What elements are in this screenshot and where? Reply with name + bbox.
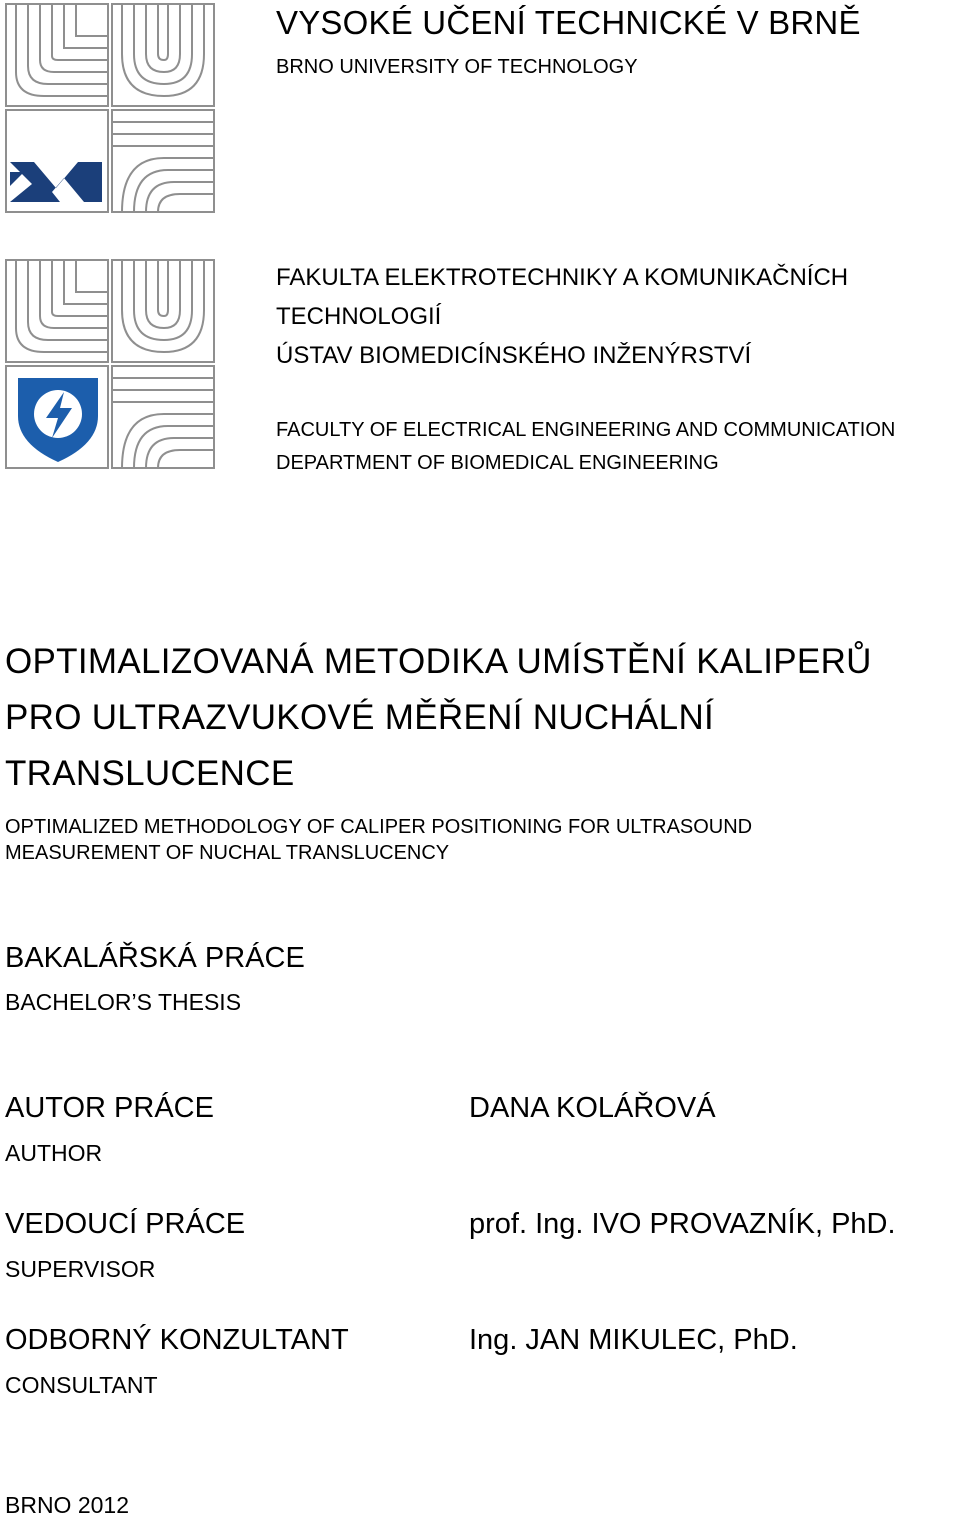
thesis-title-en <box>5 814 752 866</box>
vut-logo-icon <box>4 2 216 214</box>
department-line: DEPARTMENT OF BIOMEDICAL ENGINEERING <box>276 452 719 474</box>
consultant-role-cz: ODBORNÝ KONZULTANT <box>5 1324 349 1356</box>
faculty-line: TECHNOLOGIÍ <box>276 303 442 330</box>
title-line: OPTIMALIZOVANÁ METODIKA UMÍSTĚNÍ KALIPERŮ <box>5 642 872 681</box>
consultant-role-en: CONSULTANT <box>5 1372 158 1398</box>
title-line: PRO ULTRAZVUKOVÉ MĚŘENÍ NUCHÁLNÍ <box>5 698 715 737</box>
university-name-cz: VYSOKÉ UČENÍ TECHNICKÉ V BRNĚ <box>276 4 861 41</box>
place-year: BRNO 2012 <box>5 1492 130 1518</box>
faculty-block-en <box>276 414 895 480</box>
supervisor-name: prof. Ing. IVO PROVAZNÍK, PhD. <box>469 1208 896 1240</box>
thesis-title-cz <box>5 634 872 802</box>
consultant-name: Ing. JAN MIKULEC, PhD. <box>469 1324 798 1356</box>
title-line: TRANSLUCENCE <box>5 754 295 793</box>
feec-logo-icon <box>4 258 216 470</box>
author-name: DANA KOLÁŘOVÁ <box>469 1092 716 1124</box>
faculty-line: FAKULTA ELEKTROTECHNIKY A KOMUNIKAČNÍCH <box>276 264 849 291</box>
title-line: OPTIMALIZED METHODOLOGY OF CALIPER POSITIONING FOR ULTRASOUND <box>5 816 753 838</box>
faculty-block-cz <box>276 258 848 375</box>
author-role-en: AUTHOR <box>5 1140 103 1166</box>
title-line: MEASUREMENT OF NUCHAL TRANSLUCENCY <box>5 842 450 864</box>
thesis-type-en: BACHELOR’S THESIS <box>5 989 242 1015</box>
supervisor-role-cz: VEDOUCÍ PRÁCE <box>5 1208 246 1240</box>
faculty-line: FACULTY OF ELECTRICAL ENGINEERING AND COMMUNICATION <box>276 419 896 441</box>
supervisor-role-en: SUPERVISOR <box>5 1256 156 1282</box>
thesis-type-cz: BAKALÁŘSKÁ PRÁCE <box>5 942 305 974</box>
department-line: ÚSTAV BIOMEDICÍNSKÉHO INŽENÝRSTVÍ <box>276 342 752 369</box>
university-name-en: BRNO UNIVERSITY OF TECHNOLOGY <box>276 56 638 78</box>
author-role-cz: AUTOR PRÁCE <box>5 1092 214 1124</box>
